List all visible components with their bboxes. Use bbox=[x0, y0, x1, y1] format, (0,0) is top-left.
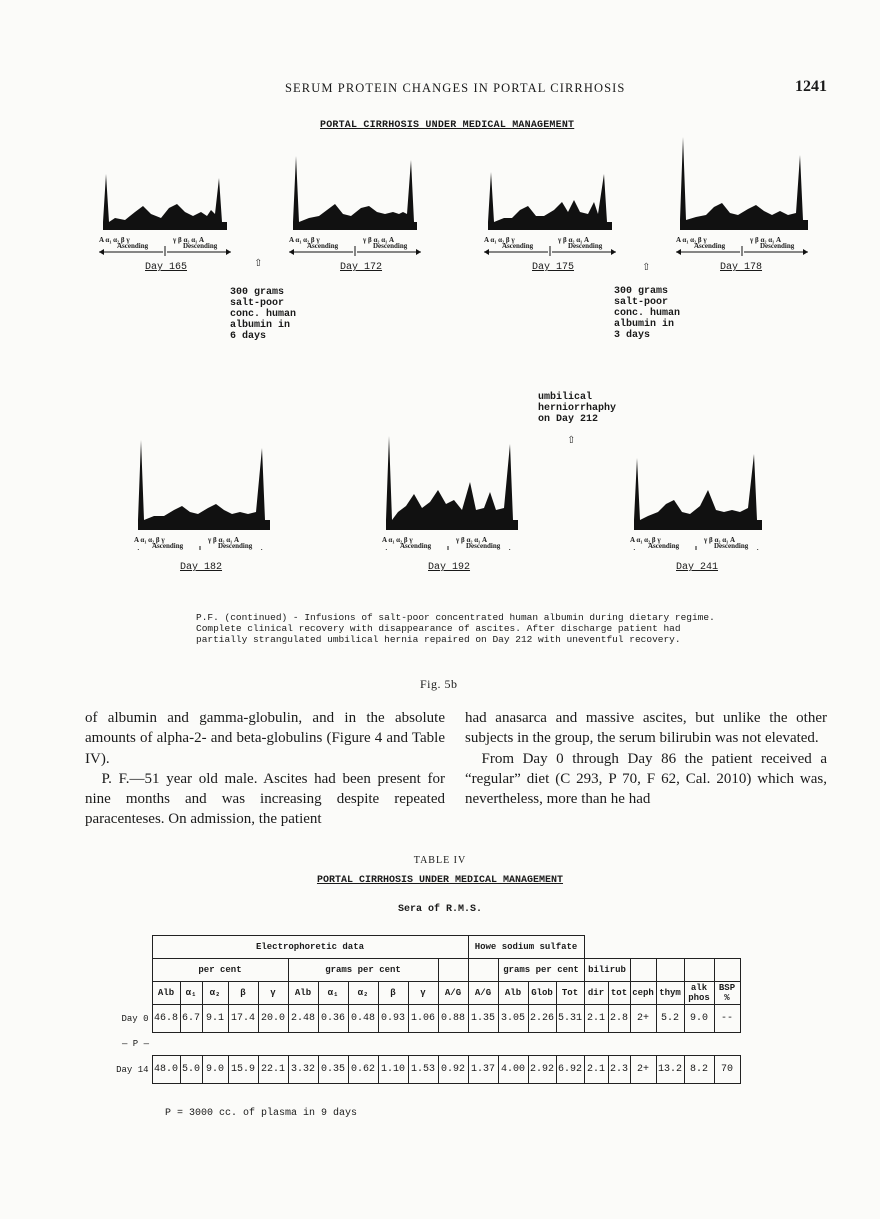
electrophoresis-pattern bbox=[138, 440, 270, 530]
column-header: A/G bbox=[438, 982, 468, 1005]
arrow-head-icon bbox=[803, 249, 808, 255]
subgroup-percent: per cent bbox=[152, 959, 288, 982]
figure-title: PORTAL CIRRHOSIS UNDER MEDICAL MANAGEMENT bbox=[320, 120, 575, 131]
axis-label-left: A α₁ α₂ β γ bbox=[484, 236, 515, 244]
table-cell: 0.93 bbox=[378, 1005, 408, 1033]
table-cell: 2.8 bbox=[608, 1005, 630, 1033]
electrophoresis-panel bbox=[626, 420, 774, 573]
day-label: Day 192 bbox=[428, 562, 471, 573]
arrow-up-icon: ⇧ bbox=[567, 435, 576, 446]
figure-caption: P.F. (continued) - Infusions of salt-poor concentrated human albumin during dietary regime. Complete clinical recovery with disappearance of ascites. After discharge patient had partially strangulated umbilical hernia repaired on Day 212 with uneventful recovery. bbox=[196, 612, 715, 645]
table-cell: 4.00 bbox=[498, 1056, 528, 1084]
column-header-row bbox=[100, 982, 740, 1005]
day-label: Day 182 bbox=[180, 562, 223, 573]
column-header: α₂ bbox=[348, 982, 378, 1005]
axis-label-left: A α₁ α₂ β γ bbox=[382, 536, 413, 544]
column-header: β bbox=[228, 982, 258, 1005]
electrophoresis-curve bbox=[130, 420, 278, 550]
ascending-label: Ascending bbox=[152, 542, 184, 550]
descending-label: Descending bbox=[373, 242, 408, 250]
arrow-head-icon bbox=[261, 549, 266, 550]
arrow-head-icon bbox=[757, 549, 762, 550]
column-header: γ bbox=[258, 982, 288, 1005]
arrow-head-icon bbox=[509, 549, 514, 550]
table-cell: 20.0 bbox=[258, 1005, 288, 1033]
arrow-head-icon bbox=[134, 549, 139, 550]
table-cell: 9.0 bbox=[202, 1056, 228, 1084]
column-header: β bbox=[378, 982, 408, 1005]
row-label: Day 0 bbox=[121, 1013, 149, 1024]
electrophoresis-panel bbox=[130, 420, 278, 573]
table-row bbox=[100, 1005, 740, 1033]
table-cell: 2.3 bbox=[608, 1056, 630, 1084]
electrophoresis-curve bbox=[626, 420, 774, 550]
column-header: Alb bbox=[288, 982, 318, 1005]
column-header: Alb bbox=[498, 982, 528, 1005]
table-cell: 2.1 bbox=[584, 1056, 608, 1084]
day-label: Day 172 bbox=[340, 262, 383, 273]
arrow-up-icon: ⇧ bbox=[642, 262, 651, 273]
ascending-label: Ascending bbox=[307, 242, 339, 250]
table-cell: 70 bbox=[714, 1056, 740, 1084]
day-label: Day 175 bbox=[532, 262, 575, 273]
axis-label-right: γ β α₂ α₁ A bbox=[173, 236, 205, 244]
axis-label-right: γ β α₂ α₁ A bbox=[208, 536, 240, 544]
electrophoresis-panel bbox=[672, 135, 820, 273]
arrow-head-icon bbox=[99, 249, 104, 255]
running-head bbox=[0, 78, 880, 100]
table-cell: 3.32 bbox=[288, 1056, 318, 1084]
electrophoresis-panel bbox=[480, 152, 628, 282]
electrophoresis-curve bbox=[378, 420, 526, 550]
table-cell: 0.35 bbox=[318, 1056, 348, 1084]
group-header-electrophoretic: Electrophoretic data bbox=[152, 936, 468, 959]
table-cell: 1.10 bbox=[378, 1056, 408, 1084]
arrow-up-icon: ⇧ bbox=[254, 258, 263, 269]
running-head-title: SERUM PROTEIN CHANGES IN PORTAL CIRRHOSIS bbox=[285, 81, 626, 95]
ascending-label: Ascending bbox=[694, 242, 726, 250]
day-label: Day 241 bbox=[676, 562, 719, 573]
column-header: thym bbox=[656, 982, 684, 1005]
table-footnote: P = 3000 cc. of plasma in 9 days bbox=[165, 1108, 358, 1119]
electrophoresis-pattern bbox=[386, 436, 518, 530]
axis-label-right: γ β α₂ α₁ A bbox=[456, 536, 488, 544]
descending-label: Descending bbox=[568, 242, 603, 250]
row-label: Day 14 bbox=[116, 1064, 149, 1075]
axis-label-left: A α₁ α₂ β γ bbox=[99, 236, 130, 244]
table-subtitle: Sera of R.M.S. bbox=[397, 904, 482, 915]
subgroup-grams-howe: grams per cent bbox=[498, 959, 584, 982]
column-header: alk phos bbox=[684, 982, 714, 1005]
column-header: Glob bbox=[528, 982, 556, 1005]
column-header: A/G bbox=[468, 982, 498, 1005]
arrow-head-icon bbox=[382, 549, 387, 550]
axis-label-right: γ β α₂ α₁ A bbox=[363, 236, 395, 244]
annotation-albumin-3-days: 300 grams salt-poor conc. human albumin in 3 days bbox=[614, 286, 681, 341]
ascending-label: Ascending bbox=[648, 542, 680, 550]
arrow-head-icon bbox=[416, 249, 421, 255]
axis-label-left: A α₁ α₂ β γ bbox=[676, 236, 707, 244]
body-left-column bbox=[85, 708, 445, 830]
table-cell: 2.92 bbox=[528, 1056, 556, 1084]
axis-label-left: A α₁ α₂ β γ bbox=[630, 536, 661, 544]
arrow-head-icon bbox=[611, 249, 616, 255]
column-header: α₁ bbox=[180, 982, 202, 1005]
arrow-head-icon bbox=[676, 249, 681, 255]
figure-label: Fig. 5b bbox=[420, 677, 458, 691]
electrophoresis-pattern bbox=[488, 172, 612, 230]
electrophoresis-pattern bbox=[634, 454, 762, 530]
table-label: TABLE IV bbox=[413, 855, 467, 866]
table-cell: 5.2 bbox=[656, 1005, 684, 1033]
page-number: 1241 bbox=[795, 78, 827, 95]
descending-label: Descending bbox=[183, 242, 218, 250]
table-cell: 46.8 bbox=[152, 1005, 180, 1033]
electrophoresis-pattern bbox=[293, 156, 417, 230]
ascending-label: Ascending bbox=[117, 242, 149, 250]
table-cell: 17.4 bbox=[228, 1005, 258, 1033]
table-iv bbox=[100, 935, 741, 1084]
ascending-label: Ascending bbox=[502, 242, 534, 250]
axis-label-left: A α₁ α₂ β γ bbox=[289, 236, 320, 244]
table-cell: 1.06 bbox=[408, 1005, 438, 1033]
table-cell: 1.37 bbox=[468, 1056, 498, 1084]
table-cell: 2.26 bbox=[528, 1005, 556, 1033]
table-cell: 6.7 bbox=[180, 1005, 202, 1033]
table-cell: 0.36 bbox=[318, 1005, 348, 1033]
table-cell: 3.05 bbox=[498, 1005, 528, 1033]
table-cell: 15.9 bbox=[228, 1056, 258, 1084]
table-cell: 8.2 bbox=[684, 1056, 714, 1084]
electrophoresis-panel bbox=[95, 152, 243, 282]
paragraph: of albumin and gamma-globulin, and in the absolute amounts of alpha-2- and beta-globulins (Figure 4 and Table IV). bbox=[85, 710, 445, 767]
day-label: Day 178 bbox=[720, 262, 763, 273]
column-header: dir bbox=[584, 982, 608, 1005]
table-cell: 48.0 bbox=[152, 1056, 180, 1084]
arrow-head-icon bbox=[630, 549, 635, 550]
annotation-albumin-6-days: 300 grams salt-poor conc. human albumin in 6 days bbox=[230, 287, 297, 342]
table-cell: -- bbox=[714, 1005, 740, 1033]
descending-label: Descending bbox=[218, 542, 253, 550]
table-cell: 13.2 bbox=[656, 1056, 684, 1084]
table-cell: 1.35 bbox=[468, 1005, 498, 1033]
arrow-head-icon bbox=[289, 249, 294, 255]
table-cell: 1.53 bbox=[408, 1056, 438, 1084]
column-header: Alb bbox=[152, 982, 180, 1005]
electrophoresis-pattern bbox=[680, 137, 808, 230]
table-cell: 0.92 bbox=[438, 1056, 468, 1084]
column-header: γ bbox=[408, 982, 438, 1005]
descending-label: Descending bbox=[714, 542, 749, 550]
electrophoresis-pattern bbox=[103, 174, 227, 230]
descending-label: Descending bbox=[760, 242, 795, 250]
axis-label-right: γ β α₂ α₁ A bbox=[704, 536, 736, 544]
electrophoresis-panel bbox=[378, 420, 526, 573]
paragraph: had anasarca and massive ascites, but unlike the other subjects in the group, the serum bilirubin was not elevated. bbox=[465, 710, 827, 747]
arrow-head-icon bbox=[484, 249, 489, 255]
arrow-head-icon bbox=[226, 249, 231, 255]
table-title: PORTAL CIRRHOSIS UNDER MEDICAL MANAGEMENT bbox=[316, 875, 564, 886]
column-header: Tot bbox=[556, 982, 584, 1005]
table-cell: 5.31 bbox=[556, 1005, 584, 1033]
table-cell: 0.62 bbox=[348, 1056, 378, 1084]
subgroup-bilirub: bilirub bbox=[584, 959, 630, 982]
column-header: α₂ bbox=[202, 982, 228, 1005]
column-header: BSP % bbox=[714, 982, 740, 1005]
electrophoresis-panel bbox=[285, 152, 433, 282]
table-cell: 22.1 bbox=[258, 1056, 288, 1084]
axis-label-right: γ β α₂ α₁ A bbox=[558, 236, 590, 244]
paragraph: P. F.—51 year old male. Ascites had been present for nine months and was increasing despite repeated paracenteses. On admission, the patient bbox=[85, 770, 445, 828]
table-cell: 5.0 bbox=[180, 1056, 202, 1084]
axis-label-left: A α₁ α₂ β γ bbox=[134, 536, 165, 544]
table-cell: 2+ bbox=[630, 1056, 656, 1084]
plasma-marker: — P — bbox=[121, 1039, 149, 1049]
column-header: ceph bbox=[630, 982, 656, 1005]
day-label: Day 165 bbox=[145, 262, 188, 273]
table-cell: 2+ bbox=[630, 1005, 656, 1033]
group-header-howe: Howe sodium sulfate bbox=[468, 936, 584, 959]
table-cell: 0.48 bbox=[348, 1005, 378, 1033]
table-cell: 0.88 bbox=[438, 1005, 468, 1033]
column-header: tot bbox=[608, 982, 630, 1005]
column-header: α₁ bbox=[318, 982, 348, 1005]
annotation-herniorrhaphy: umbilical herniorrhaphy on Day 212 bbox=[538, 392, 617, 425]
data-table bbox=[100, 935, 741, 1084]
paragraph: From Day 0 through Day 86 the patient received a “regular” diet (C 293, P 70, F 62, Cal. 2010) which was, nevertheless, more than he had bbox=[465, 750, 827, 808]
table-cell: 6.92 bbox=[556, 1056, 584, 1084]
table-cell: 9.1 bbox=[202, 1005, 228, 1033]
table-cell: 2.1 bbox=[584, 1005, 608, 1033]
body-right-column bbox=[465, 708, 827, 809]
subgroup-grams: grams per cent bbox=[288, 959, 438, 982]
table-cell: 2.48 bbox=[288, 1005, 318, 1033]
ascending-label: Ascending bbox=[400, 542, 432, 550]
table-row bbox=[100, 1056, 740, 1084]
descending-label: Descending bbox=[466, 542, 501, 550]
axis-label-right: γ β α₂ α₁ A bbox=[750, 236, 782, 244]
table-cell: 9.0 bbox=[684, 1005, 714, 1033]
